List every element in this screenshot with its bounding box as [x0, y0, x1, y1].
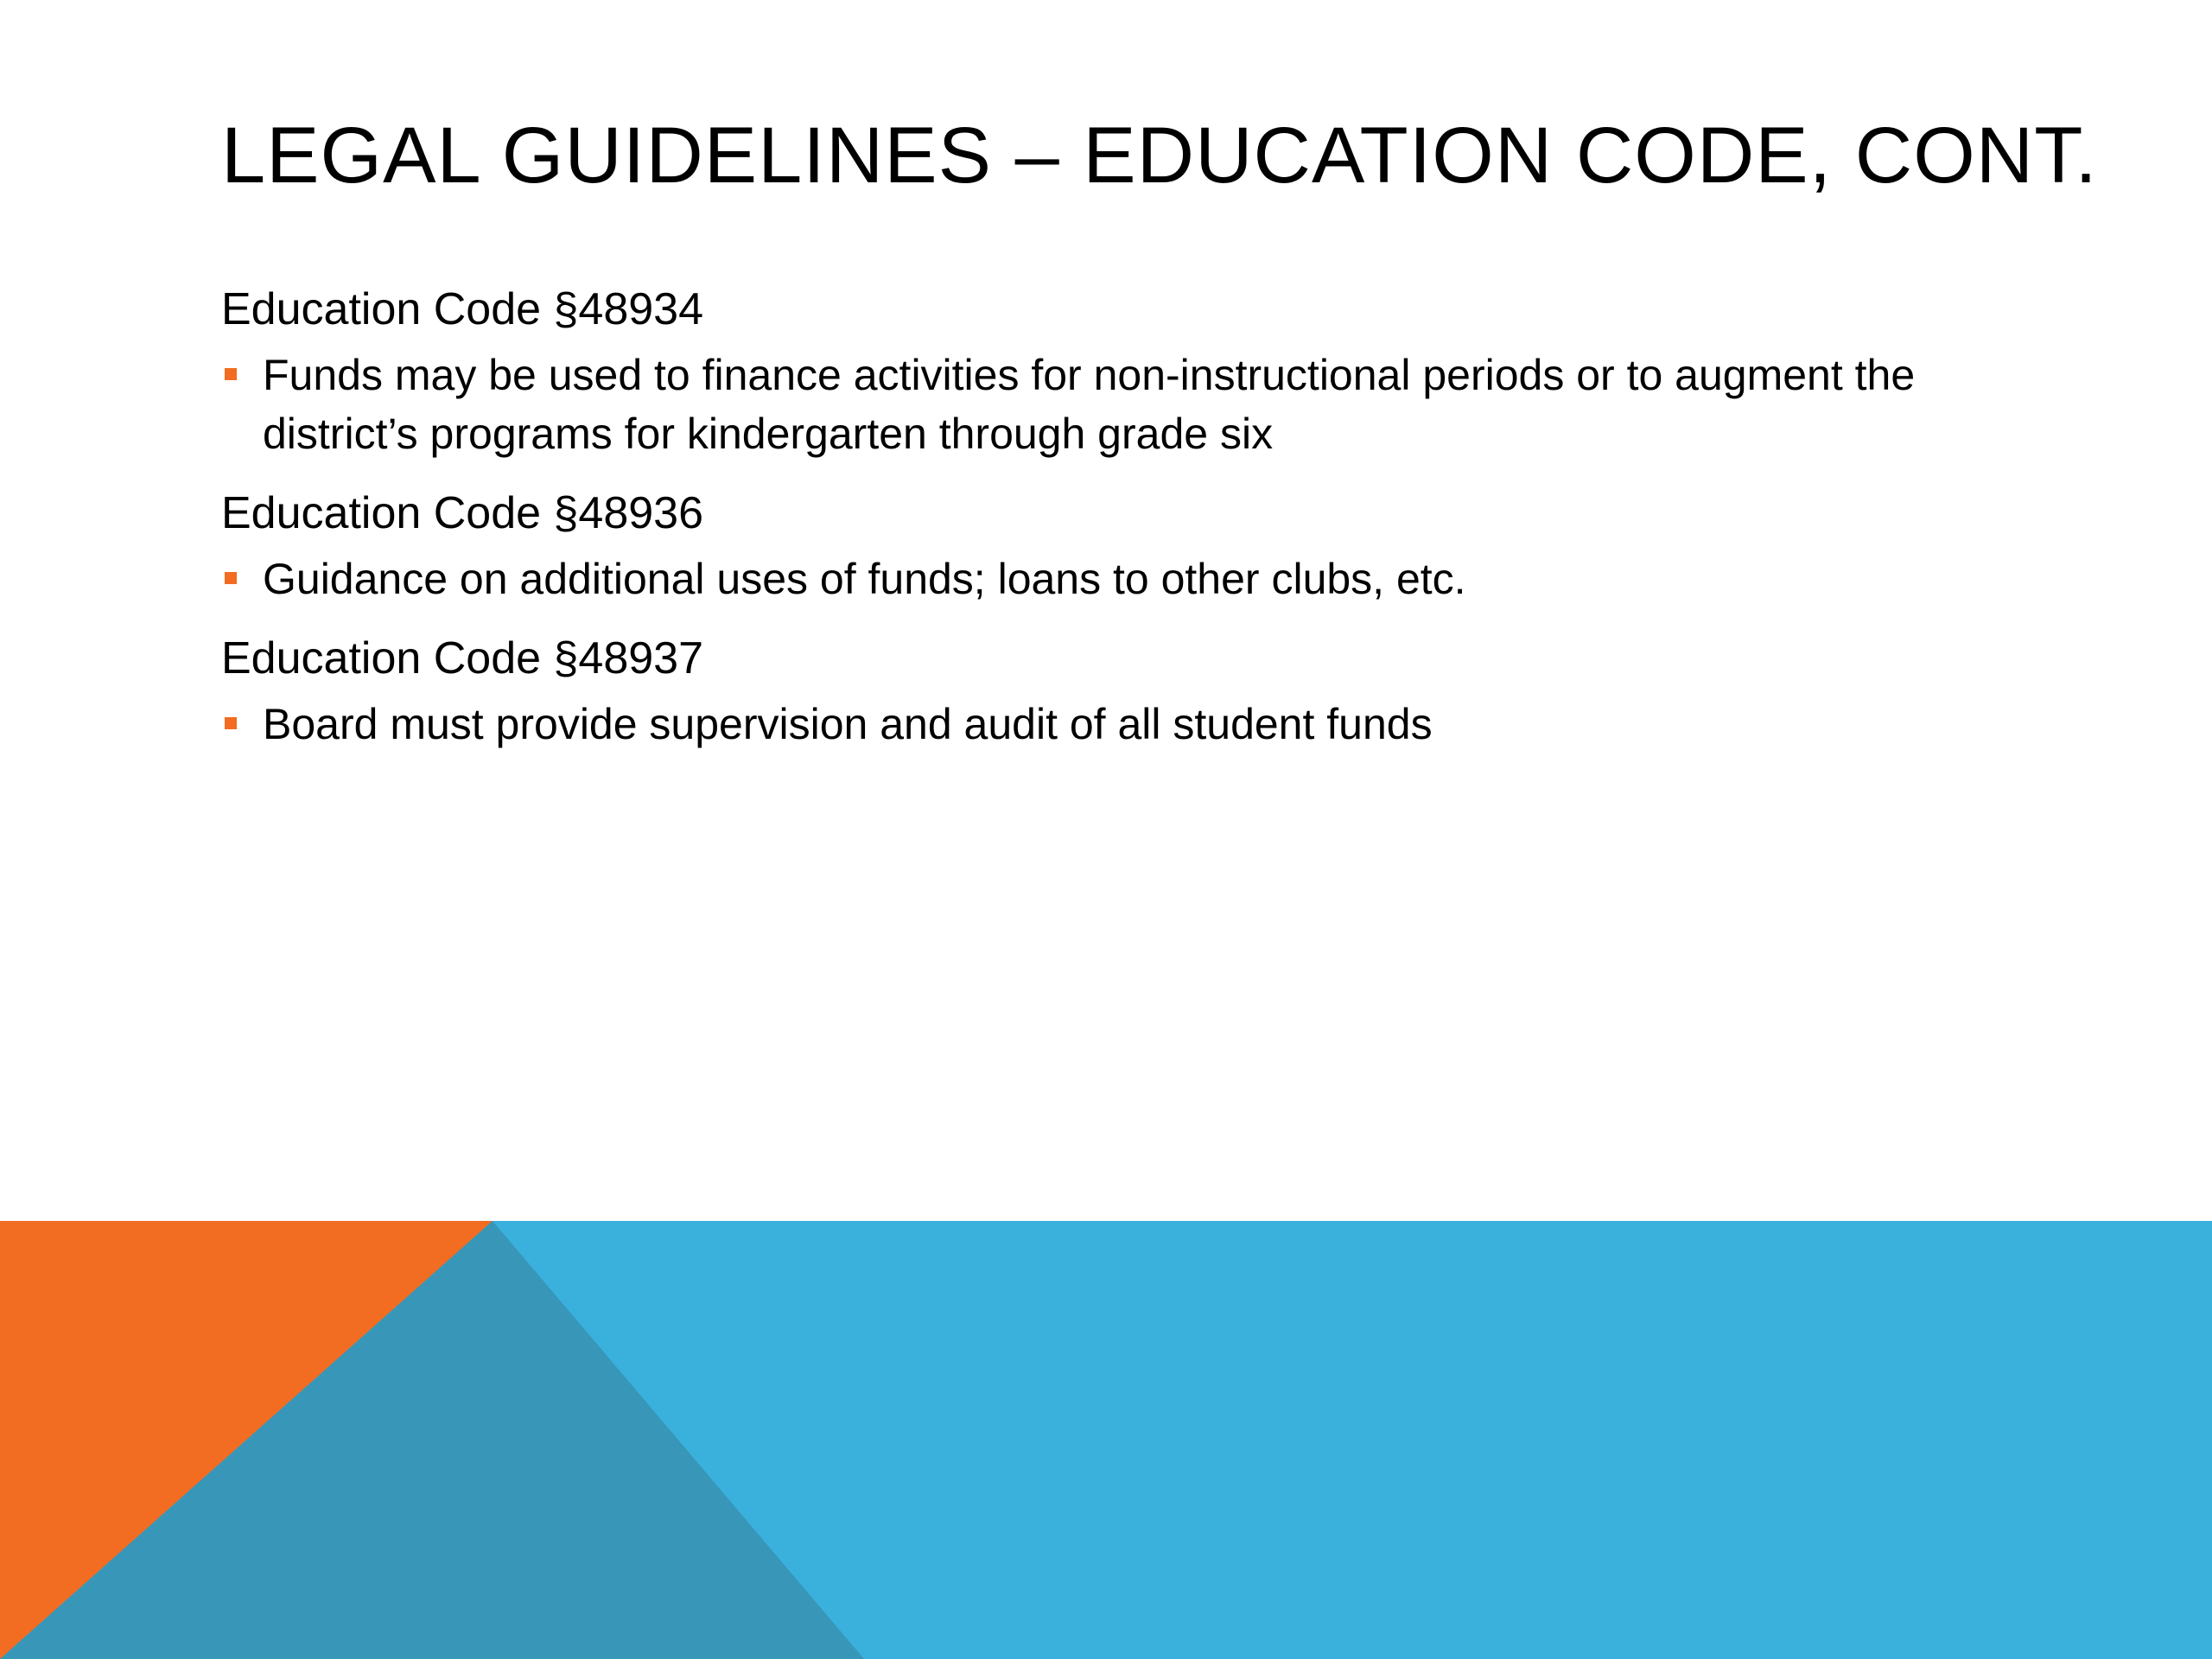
- bullet-item: [221, 346, 2018, 463]
- section-heading: Education Code §48936: [221, 488, 704, 538]
- bullet-text: Guidance on additional uses of funds; loans to other clubs, etc.: [263, 555, 1466, 603]
- square-bullet-icon: [225, 368, 237, 380]
- square-bullet-icon: [225, 717, 237, 729]
- bullet-item: [221, 695, 2018, 753]
- bullet-list: [221, 550, 2018, 608]
- square-bullet-icon: [225, 572, 237, 584]
- footer-decoration: [0, 1221, 2212, 1659]
- bullet-list: [221, 695, 2018, 753]
- slide-content: [221, 278, 2018, 772]
- slide-title: LEGAL GUIDELINES – EDUCATION CODE, CONT.: [221, 111, 2098, 200]
- bullet-text: Funds may be used to finance activities for non-instructional periods or to augment the district’s programs for kindergarten through grade six: [263, 351, 1916, 458]
- section-48937: [221, 627, 2018, 753]
- bullet-list: [221, 346, 2018, 463]
- section-48934: [221, 278, 2018, 463]
- bullet-text: Board must provide supervision and audit of all student funds: [263, 700, 1433, 748]
- bullet-item: [221, 550, 2018, 608]
- section-48936: [221, 482, 2018, 608]
- section-heading: Education Code §48934: [221, 284, 704, 334]
- section-heading: Education Code §48937: [221, 633, 704, 683]
